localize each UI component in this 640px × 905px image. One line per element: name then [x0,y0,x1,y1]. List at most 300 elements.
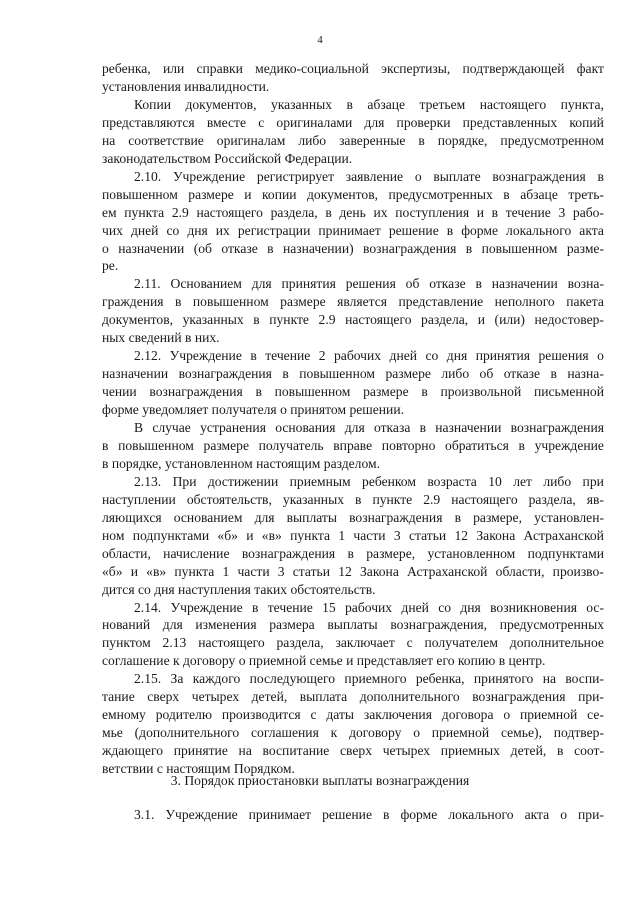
word: соглашения [251,725,319,741]
word: чих [102,222,123,238]
word: настоящего [198,635,265,651]
word: заявление [345,168,404,184]
word: для [364,114,385,130]
word: со [438,599,452,615]
word: локального [506,222,572,238]
word: подтвер- [553,725,604,741]
word: даты [326,707,355,723]
word: предусмотренных [499,617,604,633]
word: размере [203,437,250,453]
word: части [353,527,386,543]
word: назначении) [282,240,354,256]
word: письменной [533,384,604,400]
word: ребенком [362,473,416,489]
word: разме- [566,240,604,256]
word: со [425,348,439,364]
word: со [166,222,180,238]
text-line [102,511,604,525]
word: о [503,707,511,723]
text-line [134,98,604,112]
word: проверки [396,114,451,130]
word: повышенном [192,294,269,310]
word: предусмотренных [388,186,493,202]
word: основания [275,420,336,435]
word: размере [363,384,409,400]
word: указанных [182,312,244,328]
word: заключения [363,707,432,723]
word: раздела, [276,635,324,651]
word: о [597,348,604,364]
word: устранения [200,420,266,435]
word: 3 [277,563,285,579]
text-line: соглашение к договору о приемной семье и представляет его копию в центр. [102,653,546,669]
word: повышенном [274,384,351,400]
word: или [162,61,185,76]
word: повышенном [102,186,178,202]
page-number: 4 [317,34,323,46]
text-line: форме уведомляет получателя о принятом решении. [102,402,405,418]
text-line [134,170,604,184]
word: о [102,240,109,256]
word: указанных [270,96,333,112]
word: назначении [435,420,502,435]
section-heading: 3. Порядок приостановки выплаты вознаграждения [170,773,470,788]
word: области, [102,545,151,561]
word: договора [441,707,494,723]
word: дня [460,599,481,615]
word: рабочих [345,599,393,615]
word: отказе [221,240,258,256]
text-line [134,601,604,615]
word: вместе [206,114,247,130]
text-line [102,690,604,704]
word: пакета [566,294,604,310]
word: чении [102,384,137,400]
word: «б» [217,527,238,543]
word: акта [524,807,550,822]
word: в [421,384,428,400]
text-line: ных сведений в них. [102,330,220,346]
word: дней [401,599,429,615]
word: при [582,473,604,489]
text-line [102,367,604,381]
word: производится [221,707,301,723]
word: принимает [318,222,381,238]
word: третьем [419,96,466,112]
text-line: ветствии с настоящим Порядком. [102,761,295,777]
word: в [518,437,525,453]
word: отказе [503,366,541,382]
word: и [476,204,485,220]
word: вознаграждения [241,545,336,561]
word: Астраханской [523,527,604,543]
word: приемным [289,473,351,489]
word: в [250,348,257,364]
text-line [102,493,604,507]
word: течение [267,599,313,615]
word: статьи [292,563,331,579]
word: отказе [429,276,466,292]
word: в [255,384,262,400]
word: Астраханской [407,563,488,579]
word: Закона [476,527,516,543]
word: воспи- [565,671,604,687]
word: в [419,420,427,435]
word: с [258,114,265,130]
word: дополнительное [509,635,604,651]
word: приемных [440,743,500,759]
word: для [162,617,183,633]
word: течение [505,204,551,220]
word: документов, [185,96,257,112]
word: вознаграждения [149,384,243,400]
word: учреждение [534,437,604,453]
word: с [310,707,317,723]
word: возникновения [490,599,577,615]
word: размере, [473,509,522,525]
word: дней [130,222,159,238]
word: указанных [282,491,345,507]
word: ребенка, [102,61,151,76]
word: родителю [155,707,212,723]
word: дней [389,348,418,364]
word: размере [188,186,234,202]
word: для [251,276,272,292]
word: в [491,204,499,220]
word: подпунктами [527,545,604,561]
word: произво- [552,563,604,579]
word: повышенном [299,366,376,382]
word: возраста [427,473,477,489]
word: и [244,186,252,202]
word: либо [441,366,470,382]
word: ляющихся [102,509,162,525]
word: и [130,563,138,579]
word: день [339,204,366,220]
word: приемного [344,671,407,687]
text-line [102,134,604,148]
word: в [550,366,557,382]
word: части [237,563,270,579]
word: о [560,807,567,822]
word: в [454,509,461,525]
word: о [414,168,422,184]
word: при- [578,689,604,705]
word: на [542,671,556,687]
word: вознаграждения [178,366,272,382]
word: вознаграждения [349,509,443,525]
word: раздела, [270,204,318,220]
text-line [102,206,604,220]
word: При [172,473,197,489]
word: вознаграждения [510,420,604,435]
word: акта [579,222,604,238]
word: настоящего [479,96,547,112]
word: для [344,420,365,435]
text-line [134,475,604,489]
text-line [102,547,604,561]
text-line [102,726,604,740]
word: настоящего [345,312,412,328]
word: ос- [586,599,604,615]
word: принятого [473,671,534,687]
word: 2.9 [318,312,336,328]
word: принятия [475,348,531,364]
word: 10 [488,473,502,489]
text-line: в порядке, установленном настоящим разделом. [102,455,381,471]
word: подпунктами [132,527,210,543]
word: 3 [393,527,401,543]
word: Учреждение [172,168,246,184]
word: За [170,671,184,687]
word: дня [446,348,468,364]
word: получателем [424,635,498,651]
word: начисление [163,545,230,561]
word: их [215,222,230,238]
word: абзаце [367,96,406,112]
word: (дополнительного [134,725,240,741]
word: принятия [281,276,336,292]
word: представляются [102,114,195,130]
word: соот- [574,743,604,759]
word: в [175,294,182,310]
word: в [556,743,564,759]
word: локального [448,807,514,822]
word: выплаты [327,617,378,633]
word: с [406,635,413,651]
word: (об [193,240,212,256]
word: раздела, [421,312,469,328]
word: последующего [249,671,336,687]
word: либо [543,473,572,489]
word: заверенные [339,132,406,148]
word: в [355,491,362,507]
word: оригиналам [216,132,286,148]
word: лет [513,473,532,489]
word: является [337,294,388,310]
word: в [253,312,260,328]
text-line [102,62,604,76]
word: договору [349,725,402,741]
word: размере [280,294,326,310]
word: Учреждение [170,599,243,615]
word: пункта [290,527,331,543]
word: 2.9 [171,204,189,220]
text-line [102,708,604,722]
word: «в» [261,527,282,543]
word: семье), [500,725,542,741]
text-line [102,313,604,327]
word: ем [102,204,117,220]
text-line [134,421,604,435]
word: в [325,204,332,220]
word: документов, [102,312,174,328]
text-line [102,744,604,758]
word: и [477,312,485,328]
word: 2.13 [162,635,187,651]
word: в [465,240,473,256]
word: недостовер- [534,312,604,328]
text-line [134,277,604,291]
word: достижении [207,473,279,489]
word: неполного [494,294,555,310]
word: повышенном [481,240,558,256]
word: емному [102,707,146,723]
word: документов, [307,186,379,202]
word: в [383,807,390,822]
word: настоящего [196,204,263,220]
word: 2.10. [134,168,162,184]
word: обратиться [445,437,509,453]
word: пункта, [560,96,604,112]
word: справки [196,61,243,76]
word: воспитание [262,743,330,759]
word: обстоятельств, [186,491,272,507]
word: отказа [373,420,411,435]
word: абзаце [520,186,558,202]
word: приемной [431,725,490,741]
word: представление [398,294,484,310]
word: форме [461,222,499,238]
word: получатель [258,437,324,453]
word: 2.13. [134,473,162,489]
word: нований [102,617,151,633]
word: регистрирует [256,168,335,184]
word: ребенка, [415,671,465,687]
word: назна- [567,366,604,382]
word: в [267,240,274,256]
word: копий [569,114,604,130]
word: 1 [222,563,230,579]
word: к [330,725,338,741]
word: повторно [381,437,436,453]
word: се- [587,707,604,723]
word: факт [576,61,604,76]
text-line: ре. [102,258,119,274]
word: экспертизы, [381,61,451,76]
word: поступления [395,204,470,220]
word: медико-социальной [255,61,369,76]
word: для [254,509,275,525]
word: сверх [147,689,180,705]
word: выплата [299,689,348,705]
word: представленных [462,114,558,130]
word: возна- [567,276,604,292]
word: соответствие [128,132,204,148]
text-line: установления инвалидности. [102,78,270,94]
word: дня [187,222,208,238]
word: В [134,420,144,435]
word: в [597,168,604,184]
word: заключает [335,635,395,651]
word: треть- [568,186,604,202]
word: о [413,725,420,741]
word: случае [152,420,191,435]
text-line [102,224,604,238]
word: дополнительного [359,689,460,705]
word: назначении [118,240,185,256]
word: раздела, [528,491,576,507]
word: детей, [510,743,547,759]
word: 15 [322,599,336,615]
word: каждого [192,671,241,687]
word: решения [538,348,589,364]
word: 12 [454,527,469,543]
word: «в» [146,563,167,579]
word: оригиналами [276,114,353,130]
word: Учреждение [169,348,242,364]
word: принятие [173,743,228,759]
word: в [446,222,454,238]
word: в [282,366,289,382]
word: решение [322,807,372,822]
word: 3 [558,204,566,220]
word: Основанием [170,276,242,292]
word: на [102,132,116,148]
word: решение [388,222,439,238]
word: наступлении [102,491,176,507]
word: течение [265,348,311,364]
word: в [418,132,425,148]
word: ном [102,527,125,543]
word: вознаграждения [472,689,566,705]
word: вознаграждения [492,168,586,184]
word: 2.14. [134,599,162,615]
word: порядке, [437,132,488,148]
word: их [373,204,388,220]
word: яв- [586,491,604,507]
text-line [102,116,604,130]
word: установленном [427,545,516,561]
word: в [475,276,482,292]
word: настоящего [451,491,518,507]
word: области, [495,563,545,579]
word: пунктом [102,635,151,651]
word: рабо- [572,204,604,220]
word: Закона [359,563,399,579]
word: граждения [102,294,164,310]
word: при- [578,807,604,822]
word: пункте [269,312,309,328]
word: копии [262,186,297,202]
word: 2.12. [134,348,162,364]
word: в [346,96,353,112]
word: вправе [333,437,373,453]
text-line: законодательством Российской Федерации. [102,150,353,166]
text-line [134,672,604,686]
word: назначении [102,366,169,382]
word: в [347,545,354,561]
word: выплате [433,168,481,184]
word: тание [102,689,135,705]
word: основанием [173,509,243,525]
word: произвольной [440,384,522,400]
word: 2.9 [423,491,441,507]
word: пункта [174,563,215,579]
word: размере, [366,545,416,561]
text-line [102,385,604,399]
word: об [405,276,420,292]
word: «б» [102,563,123,579]
word: размере [385,366,431,382]
word: решения [345,276,396,292]
text-line [102,565,604,579]
word: 1 [338,527,346,543]
word: изменения [195,617,257,633]
word: на [238,743,252,759]
word: вознаграждения [363,240,457,256]
word: Копии [134,96,172,112]
